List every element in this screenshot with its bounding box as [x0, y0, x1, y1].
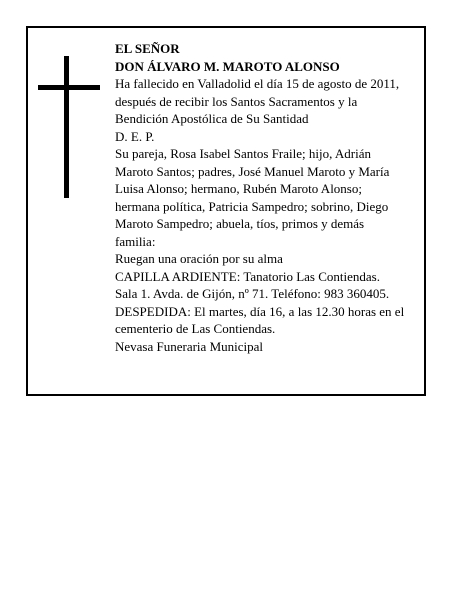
notice-body-line: CAPILLA ARDIENTE: Tanatorio Las Contiendas. [115, 268, 380, 284]
notice-body-line: cementerio de Las Contiendas. [115, 321, 276, 336]
notice-text [115, 40, 420, 355]
notice-body-line: familia: [115, 233, 156, 249]
notice-heading-name: DON ÁLVARO M. MAROTO ALONSO [115, 58, 340, 74]
notice-body-line: Su pareja, Rosa Isabel Santos Fraile; hijo, Adrián [115, 146, 371, 161]
notice-body-line: Sala 1. Avda. de Gijón, nº 71. Teléfono: 983 360405. [115, 286, 390, 301]
cross-vertical-bar [64, 56, 69, 198]
notice-heading-title: EL SEÑOR [115, 41, 180, 56]
cross-horizontal-bar [38, 85, 100, 90]
notice-body-line: Maroto Santos; padres, José Manuel Maroto y María [115, 163, 390, 179]
notice-body-line: Bendición Apostólica de Su Santidad [115, 111, 309, 126]
notice-body-line: DESPEDIDA: El martes, día 16, a las 12.30 horas en el [115, 303, 405, 319]
notice-body-line: Luisa Alonso; hermano, Rubén Maroto Alonso; [115, 181, 362, 196]
cross-icon [38, 56, 100, 198]
notice-body-line: Ruegan una oración por su alma [115, 251, 283, 266]
notice-body-line: hermana política, Patricia Sampedro; sobrino, Diego [115, 198, 389, 214]
notice-body-line: Nevasa Funeraria Municipal [115, 338, 264, 354]
obituary-notice [26, 26, 426, 396]
notice-body-line: después de recibir los Santos Sacramentos y la [115, 93, 358, 109]
notice-body-line: Ha fallecido en Valladolid el día 15 de agosto de 2011, [115, 76, 400, 91]
notice-body-line: Maroto Sampedro; abuela, tíos, primos y demás [115, 216, 365, 231]
notice-body-line: D. E. P. [115, 128, 155, 144]
